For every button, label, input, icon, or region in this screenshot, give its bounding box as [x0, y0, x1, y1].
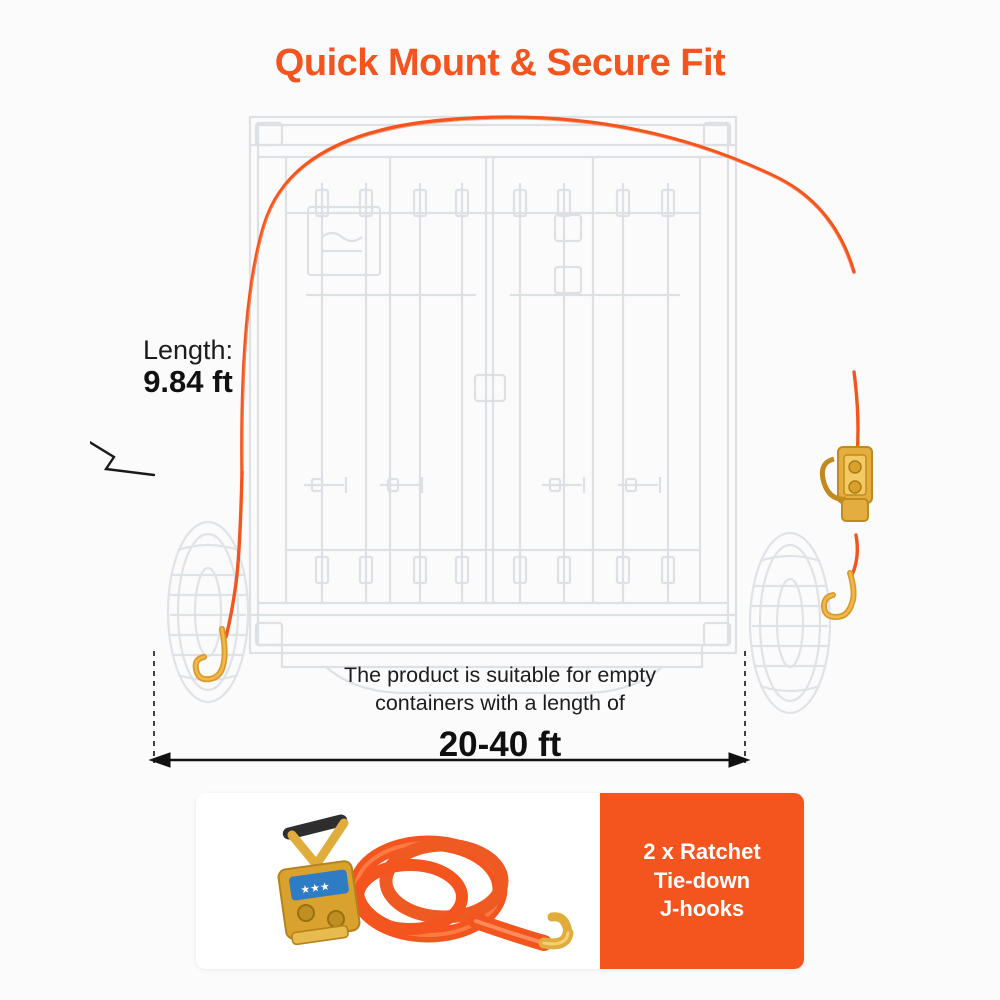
card-badge-line-1: 2 x Ratchet: [643, 839, 761, 865]
svg-text:★★★: ★★★: [299, 880, 331, 897]
spec-line-1: The product is suitable for empty: [344, 663, 656, 687]
wheel-icon: [168, 522, 248, 702]
spec-line-2: containers with a length of: [375, 690, 625, 715]
ratchet-strap-photo: [196, 793, 600, 969]
ratchet-body-icon: [277, 860, 360, 945]
wheel-icon: [750, 533, 830, 713]
j-hook-icon: [824, 573, 854, 617]
spec-range: 20-40 ft: [438, 725, 562, 765]
card-badge-text: [643, 838, 760, 924]
page-title: Quick Mount & Secure Fit: [274, 42, 726, 84]
product-card: [196, 793, 804, 969]
length-callout-label: Length:: [142, 335, 234, 365]
card-badge: [600, 793, 804, 969]
card-badge-line-3: J-hooks: [659, 896, 745, 922]
length-callout-value: 9.84 ft: [143, 364, 233, 400]
ratchet-buckle-icon: [822, 447, 872, 521]
spec-text: [245, 662, 755, 765]
shipping-container-icon: [250, 117, 736, 693]
card-badge-line-2: Tie-down: [653, 867, 751, 893]
length-callout: [108, 335, 268, 400]
leader-line-icon: [90, 435, 154, 475]
